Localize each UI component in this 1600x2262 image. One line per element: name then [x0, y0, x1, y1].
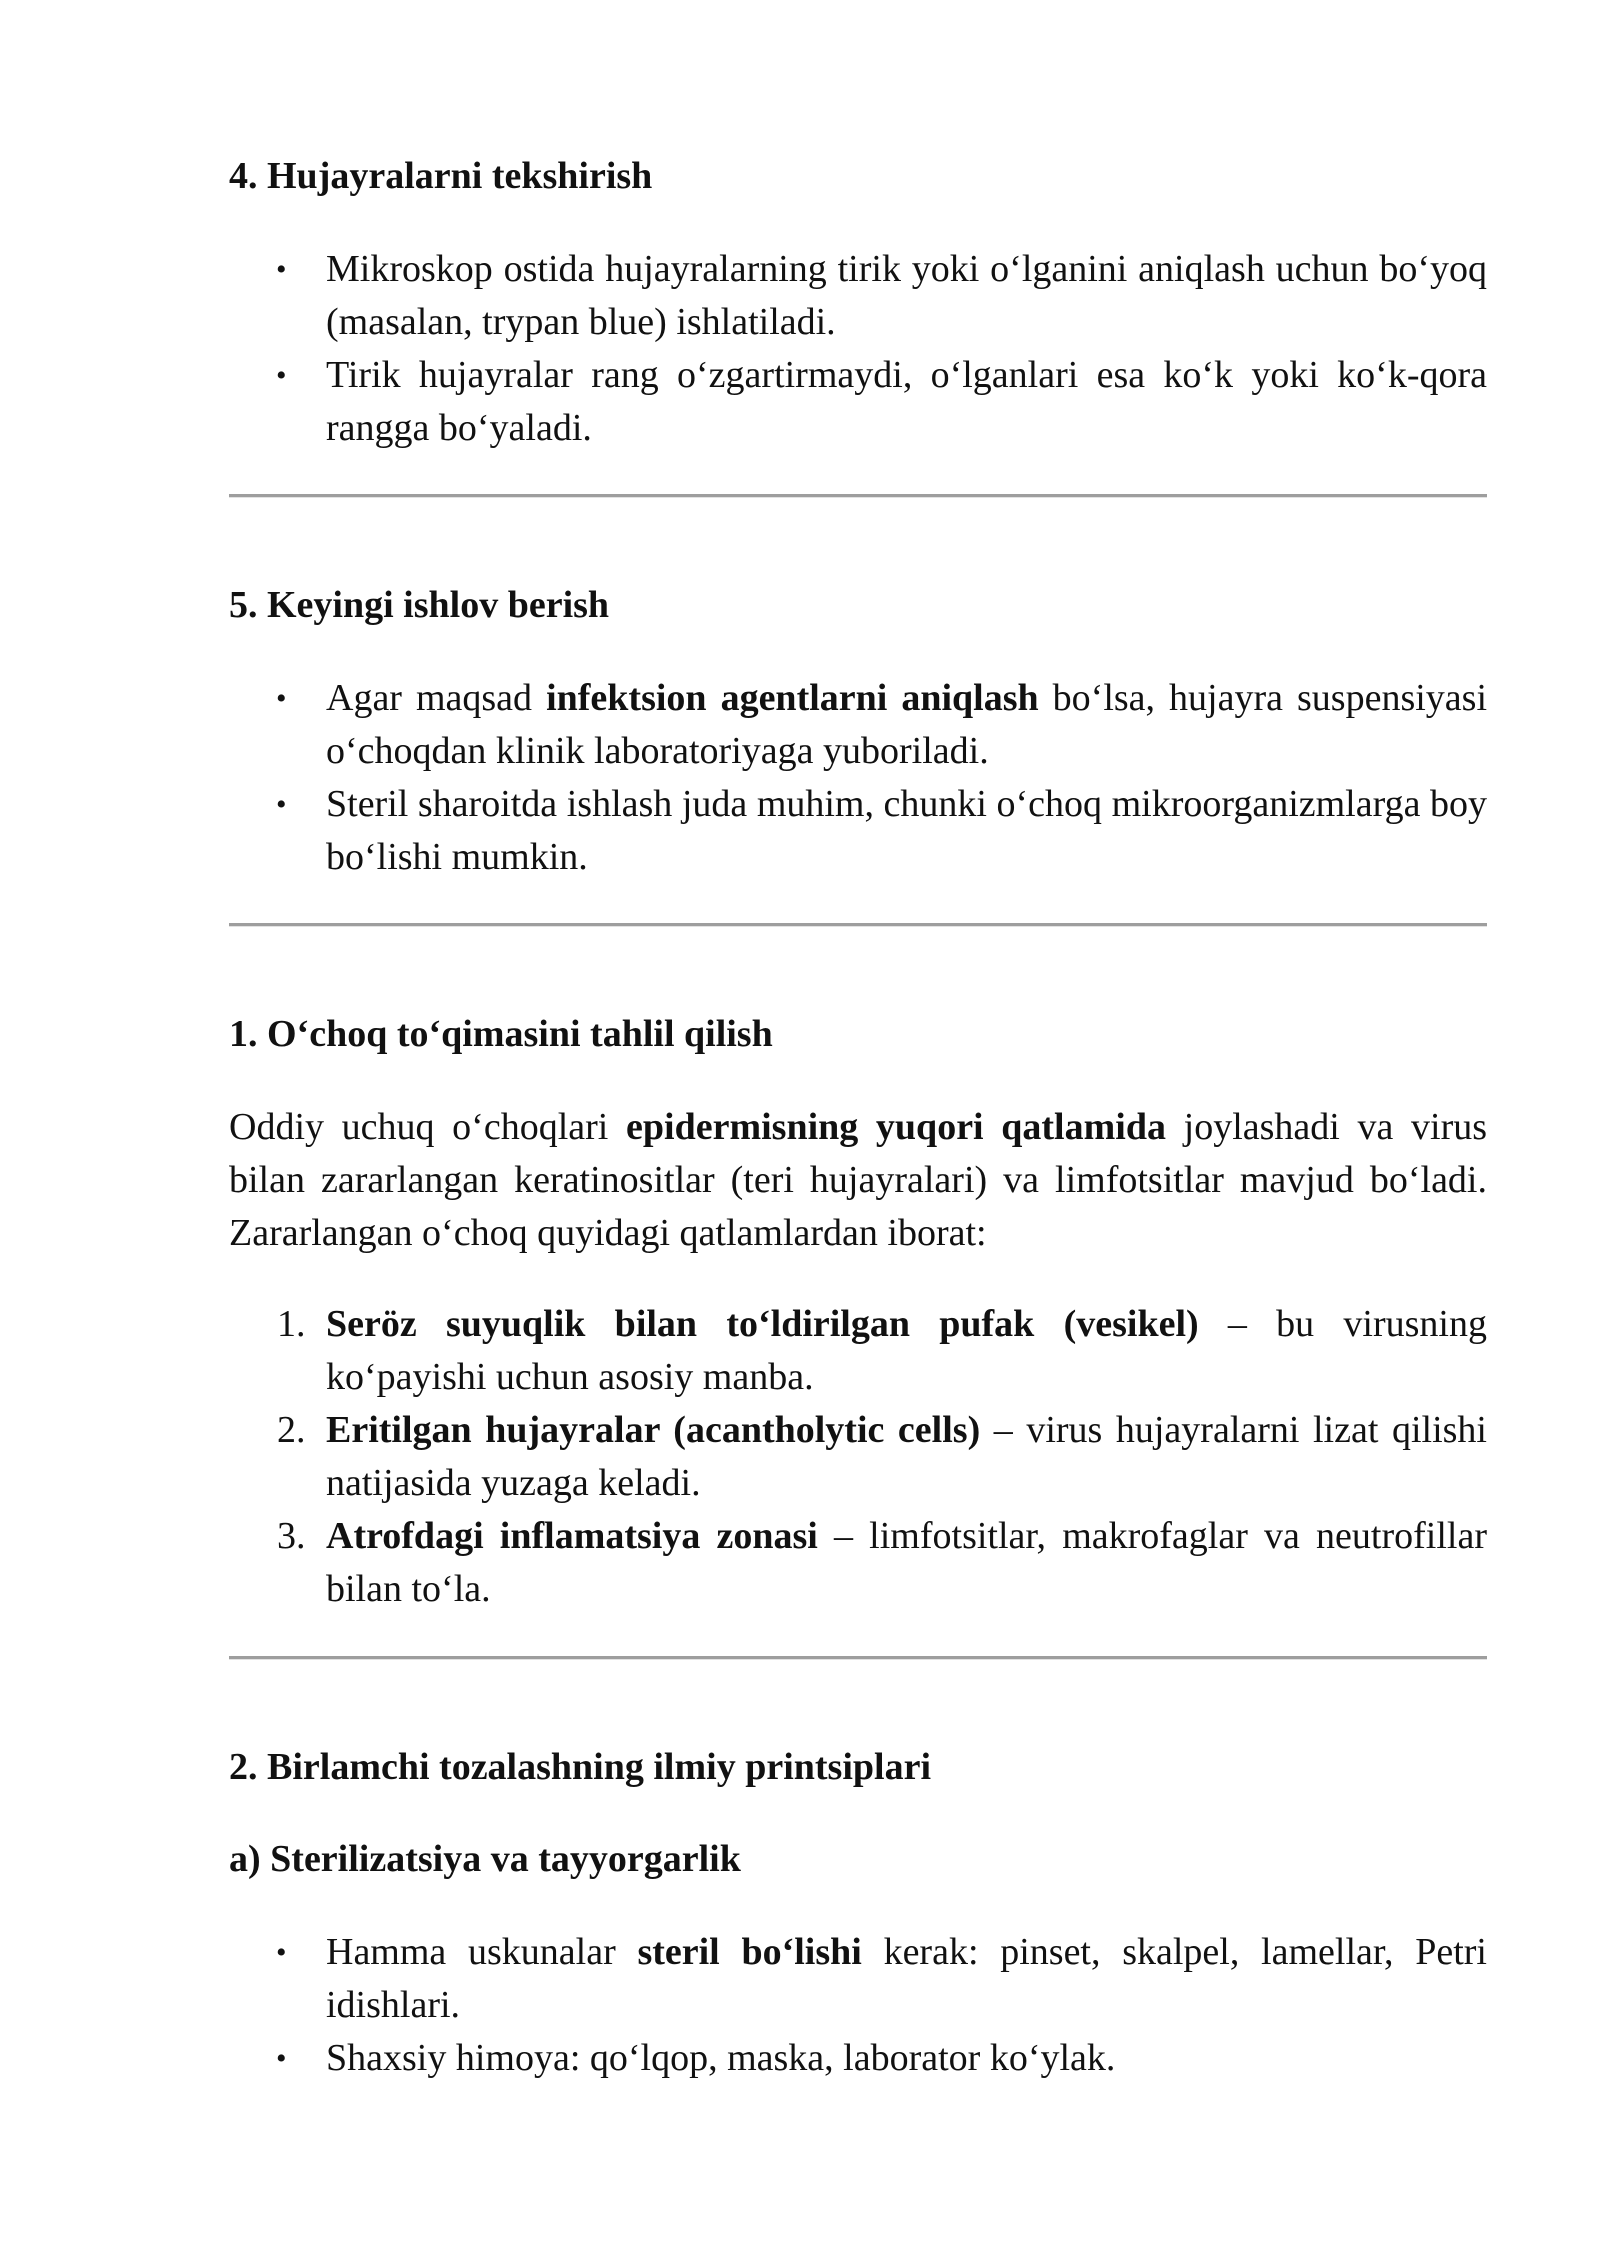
section-5-list	[229, 672, 1487, 884]
section-2-list	[229, 1926, 1487, 2085]
list-item-text-post: kerak: pinset, skalpel, lamellar, Petri idishlari.	[326, 1931, 1487, 2026]
list-item	[229, 672, 1487, 778]
numbered-item-bold: Seröz suyuqlik bilan to‘ldirilgan pufak (vesikel)	[326, 1303, 1199, 1345]
bullet-icon: •	[276, 682, 287, 715]
section-2	[229, 1744, 1487, 2085]
item-number: 1.	[277, 1303, 306, 1345]
paragraph-text-post: joylashadi va virus bilan zararlangan keratinositlar (teri hujayralari) va limfotsitlar mavjud bo‘ladi. Zararlangan o‘choq quyidagi qatlamlardan iborat:	[229, 1106, 1488, 1254]
item-number: 3.	[277, 1515, 306, 1557]
paragraph-bold: epidermisning yuqori qatlamida	[626, 1106, 1166, 1148]
list-item	[229, 1926, 1487, 2032]
section-2-heading: 2. Birlamchi tozalashning ilmiy printsiplari	[229, 1746, 931, 1788]
section-2-subheading: a) Sterilizatsiya va tayyorgarlik	[229, 1838, 741, 1880]
section-1-heading: 1. O‘choq to‘qimasini tahlil qilish	[229, 1013, 773, 1055]
numbered-item	[229, 1404, 1487, 1510]
list-item-text: Mikroskop ostida hujayralarning tirik yoki o‘lganini aniqlash uchun bo‘yoq (masalan, trypan blue) ishlatiladi.	[326, 248, 1487, 343]
numbered-item	[229, 1298, 1487, 1404]
divider	[229, 494, 1487, 498]
list-item-text-pre: Agar maqsad	[326, 677, 533, 719]
list-item	[229, 2032, 1487, 2085]
bullet-icon: •	[276, 253, 287, 286]
section-4-list	[229, 243, 1487, 455]
list-item	[229, 349, 1487, 455]
bullet-icon: •	[276, 359, 287, 392]
section-5-heading: 5. Keyingi ishlov berish	[229, 584, 610, 626]
list-item-bold: infektsion agentlarni aniqlash	[546, 677, 1039, 719]
numbered-item-text: – bu virusning ko‘payishi uchun asosiy manba.	[326, 1303, 1487, 1398]
section-4	[229, 153, 1487, 455]
bullet-icon: •	[276, 2042, 287, 2075]
list-item-text: Steril sharoitda ishlash juda muhim, chunki o‘choq mikroorganizmlarga boy bo‘lishi mumkin.	[326, 783, 1487, 878]
bullet-icon: •	[276, 1936, 287, 1969]
list-item	[229, 778, 1487, 884]
list-item	[229, 243, 1487, 349]
list-item-text-post: bo‘lsa, hujayra suspensiyasi o‘choqdan klinik laboratoriyaga yuboriladi.	[326, 677, 1488, 772]
divider	[229, 1656, 1487, 1660]
list-item-text: Tirik hujayralar rang o‘zgartirmaydi, o‘lganlari esa ko‘k yoki ko‘k-qora rangga bo‘yaladi.	[326, 354, 1487, 449]
item-number: 2.	[277, 1409, 306, 1451]
bullet-icon: •	[276, 788, 287, 821]
section-1-paragraph	[229, 1101, 1487, 1260]
section-5	[229, 582, 1487, 884]
list-item-bold: steril bo‘lishi	[637, 1931, 862, 1973]
section-1-numbered-list	[229, 1298, 1487, 1616]
numbered-item-bold: Eritilgan hujayralar (acantholytic cells)	[326, 1409, 981, 1451]
numbered-item	[229, 1510, 1487, 1616]
section-1	[229, 1011, 1487, 1616]
section-4-heading: 4. Hujayralarni tekshirish	[229, 155, 653, 197]
paragraph-text-pre: Oddiy uchuq o‘choqlari	[229, 1106, 609, 1148]
list-item-text: Shaxsiy himoya: qo‘lqop, maska, laborator ko‘ylak.	[326, 2037, 1116, 2079]
divider	[229, 923, 1487, 927]
numbered-item-text: – virus hujayralarni lizat qilishi natijasida yuzaga keladi.	[326, 1409, 1487, 1504]
list-item-text-pre: Hamma uskunalar	[326, 1931, 616, 1973]
numbered-item-bold: Atrofdagi inflamatsiya zonasi	[326, 1515, 818, 1557]
numbered-item-text: – limfotsitlar, makrofaglar va neutrofillar bilan to‘la.	[326, 1515, 1487, 1610]
